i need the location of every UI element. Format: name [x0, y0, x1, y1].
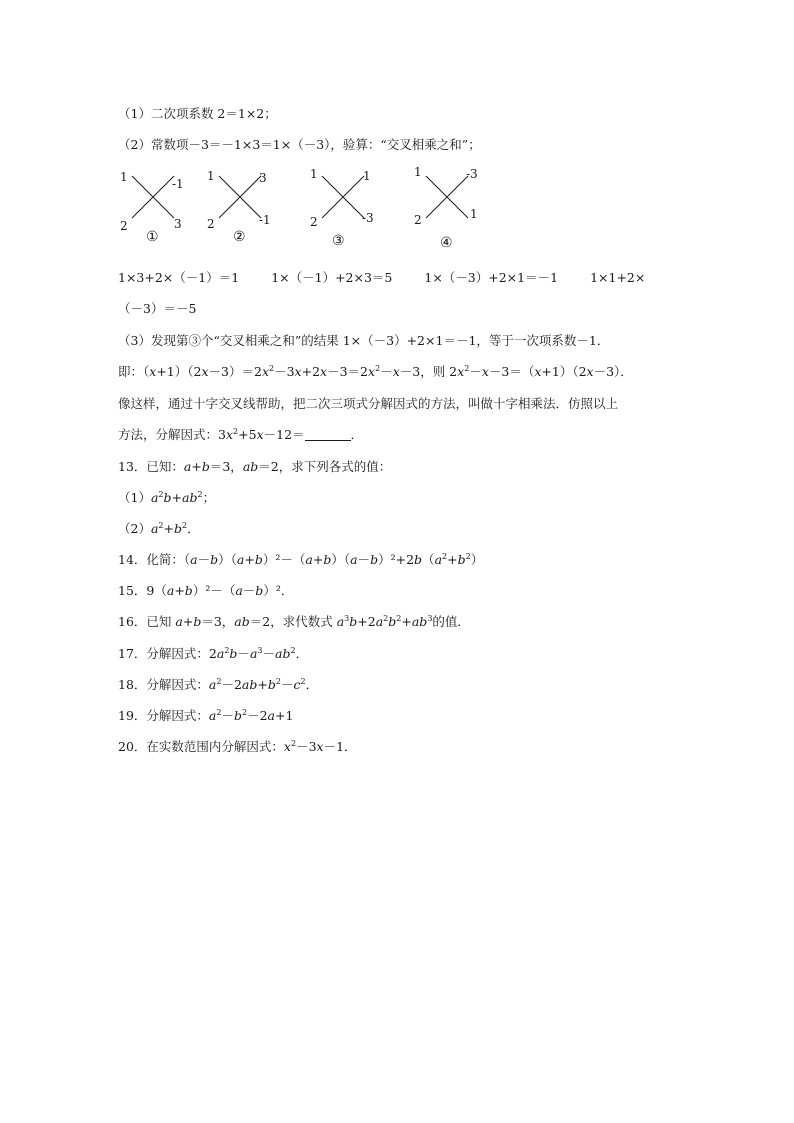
item-1: （1）二次项系数 2＝1×2；	[118, 106, 277, 121]
cross-bottom-left: 2	[207, 217, 215, 231]
item-3: （3）发现第③个“交叉相乘之和”的结果 1×（－3）+2×1＝－1，等于一次项系数－1．	[118, 333, 610, 348]
verify-4: 1×1+2×	[590, 270, 646, 285]
question-13: 13．已知：a+b＝3，ab＝2，求下列各式的值：	[118, 459, 392, 474]
cross-lines	[412, 162, 502, 242]
question-20: 20．在实数范围内分解因式：$x^2-3x-1$．	[118, 739, 357, 754]
cross-top-left: 1	[207, 169, 215, 183]
question-13-1: $(1)a^2b+ab^2$；	[118, 490, 216, 505]
cross-top-right: 1	[363, 169, 371, 183]
cross-bottom-left: 2	[414, 213, 422, 227]
cross-lines	[308, 162, 398, 242]
verify-2: 1×（－1）+2×3＝5	[271, 270, 393, 285]
cross-index: ③	[332, 233, 345, 249]
cross-bottom-right: -1	[259, 213, 271, 227]
verify-3: 1×（－3）+2×1＝－1	[424, 270, 559, 285]
cross-index: ②	[233, 229, 246, 245]
verify-row-cont: （－3）＝－5	[118, 301, 197, 316]
question-13-2: $(2)a^2+b^2$．	[118, 521, 200, 536]
cross-index: ①	[146, 229, 159, 245]
cross-diagram-2	[205, 162, 295, 245]
question-16: 16．已知 a+b＝3，ab＝2，求代数式 $a^3b+2a^2b^2+ab^3$的值．	[118, 614, 470, 629]
question-19: 19．分解因式：$a^2-b^2-2a+1$	[118, 708, 294, 723]
item-2: （2）常数项－3＝－1×3＝1×（－3），验算：“交叉相乘之和”；	[118, 137, 481, 152]
cross-diagram-1	[118, 162, 208, 245]
cross-top-right: -3	[466, 167, 478, 181]
cross-bottom-left: 2	[120, 219, 128, 233]
question-18: 18．分解因式：$a^2-2ab+b^2-c^2$．	[118, 677, 319, 692]
cross-top-left: 1	[310, 167, 318, 181]
item-3-task: 方法，分解因式：$3x^2+5x-12=$ ．	[118, 427, 364, 442]
verify-row	[118, 270, 645, 286]
verify-1: 1×3+2×（－1）＝1	[118, 270, 240, 285]
cross-top-right: -1	[172, 177, 184, 191]
cross-bottom-right: 3	[174, 217, 182, 231]
cross-index: ④	[440, 235, 453, 251]
question-15: 15．9（a+b）²－（a－b）²．	[118, 583, 294, 598]
question-17: 17．分解因式：$2a^2b-a^3-ab^2$．	[118, 646, 309, 661]
cross-top-right: 3	[259, 171, 267, 185]
cross-diagram-3	[308, 162, 398, 249]
answer-blank[interactable]	[305, 428, 351, 441]
item-3-ji: 即：$(x+1)(2x-3)=2x^2-3x+2x-3=2x^2-x-3$，则 $2x^2-x-3=(x+1)(2x-3)$．	[118, 364, 633, 379]
cross-bottom-right: 1	[470, 207, 478, 221]
cross-top-left: 1	[120, 170, 128, 184]
cross-top-left: 1	[414, 165, 422, 179]
cross-diagram-4	[412, 162, 502, 251]
cross-lines	[118, 162, 208, 245]
cross-bottom-left: 2	[310, 215, 318, 229]
cross-lines	[205, 162, 295, 245]
cross-bottom-right: -3	[362, 211, 374, 225]
question-14: 14．化简：$(a-b)(a+b)^2-(a+b)(a-b)^2+2b(a^2+b^2)$	[118, 552, 484, 567]
item-3-desc: 像这样，通过十字交叉线帮助，把二次三项式分解因式的方法，叫做十字相乘法．仿照以上	[118, 396, 619, 411]
